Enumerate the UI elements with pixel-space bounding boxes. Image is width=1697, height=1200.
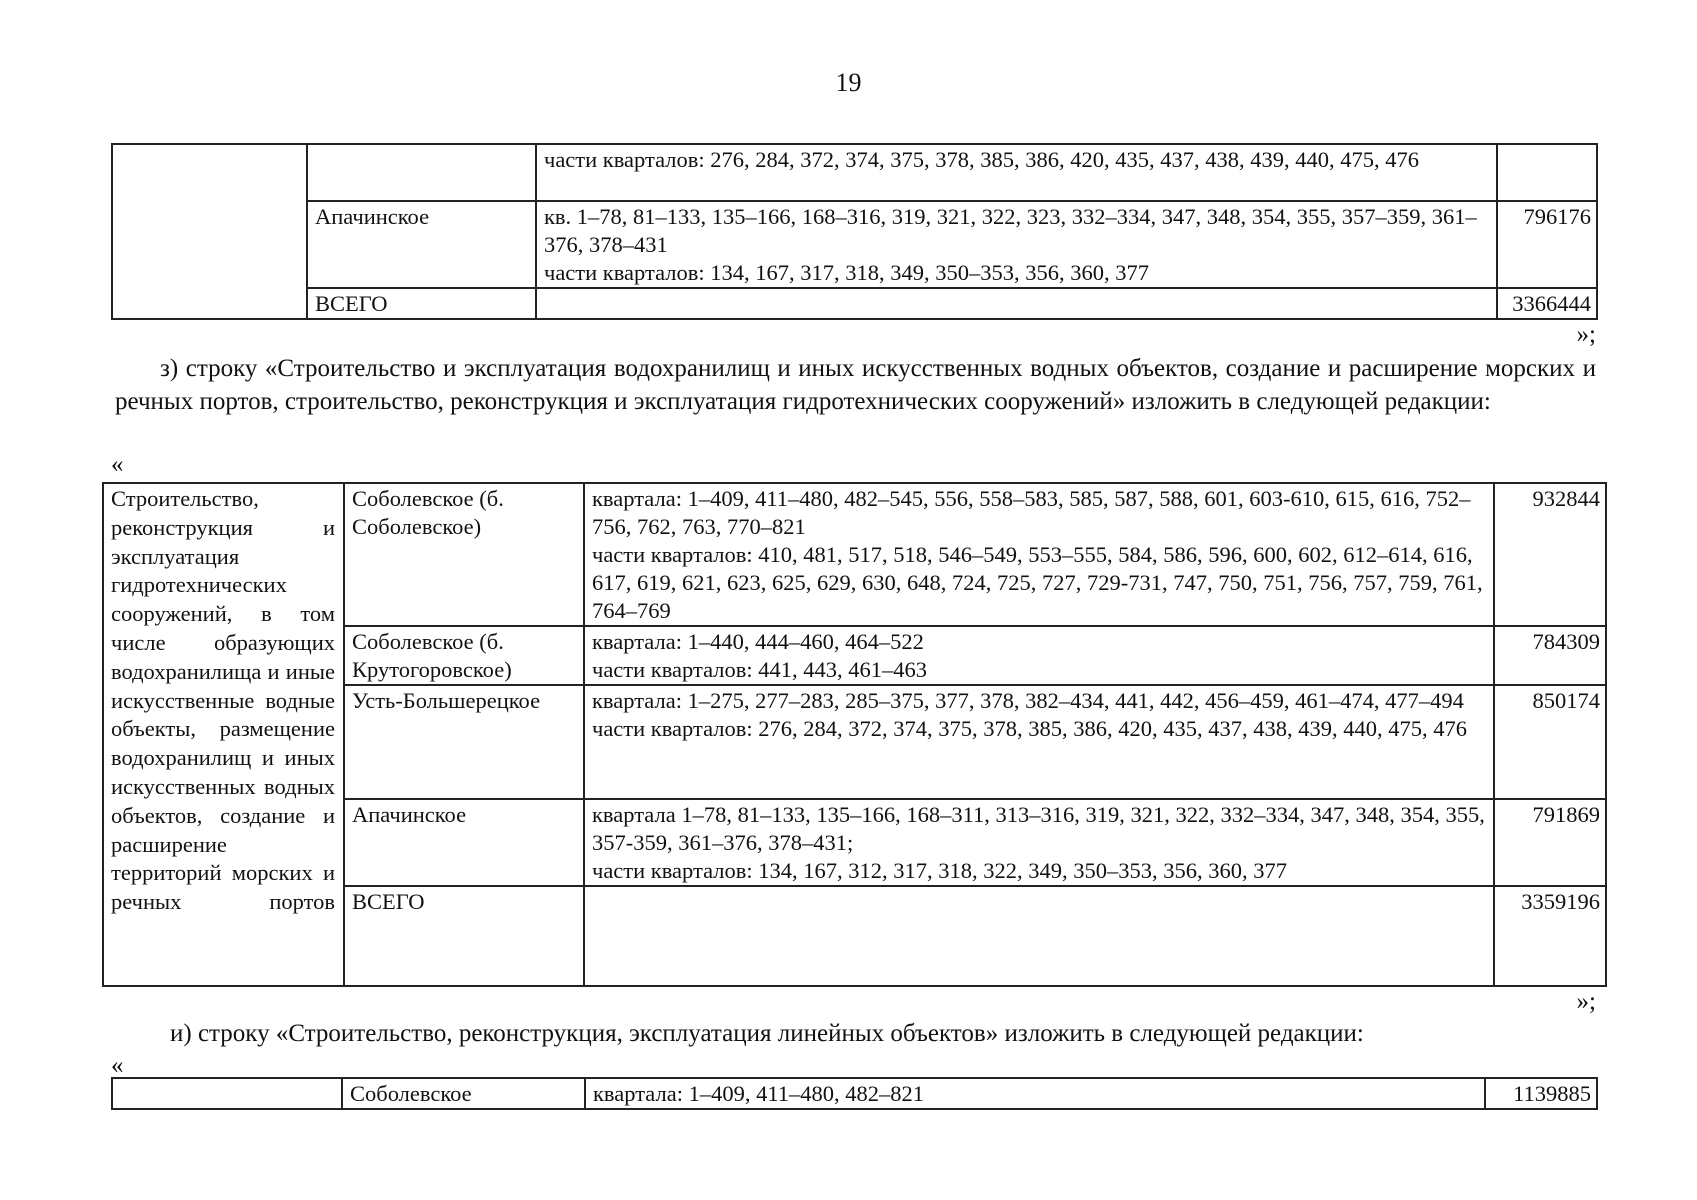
quarters-parts: части кварталов: 441, 443, 461–463 (592, 657, 928, 682)
quarters-full: квартала: 1–440, 444–460, 464–522 (592, 629, 924, 654)
quarters-cell (536, 288, 1497, 319)
quarters-full: кв. 1–78, 81–133, 135–166, 168–316, 319, 321, 322, 323, 332–334, 347, 348, 354, 355, 357–359, 361–376, 378–431 (544, 204, 1477, 257)
area-value: 796176 (1497, 201, 1597, 288)
area-value (1497, 144, 1597, 201)
quarters-cell (584, 626, 1494, 685)
area-value: 1139885 (1485, 1078, 1597, 1109)
area-value: 784309 (1494, 626, 1606, 685)
area-value: 850174 (1494, 685, 1606, 799)
closing-quote: »; (1576, 321, 1596, 348)
table-row (112, 201, 1597, 288)
quarters-full: квартала 1–78, 81–133, 135–166, 168–311, 313–316, 319, 321, 322, 332–334, 347, 348, 354, 355, 357-359, 361–376, 378–431; (592, 802, 1485, 855)
category-cell (112, 144, 307, 319)
area-cell: Соболевское (б. Крутогоровское) (344, 626, 584, 685)
category-cell (112, 1078, 342, 1109)
area-cell (307, 144, 536, 201)
area-cell: Апачинское (344, 799, 584, 886)
table-continuation (111, 143, 1598, 320)
area-cell: Соболевское (342, 1078, 585, 1109)
opening-quote: « (111, 451, 124, 478)
area-value: 791869 (1494, 799, 1606, 886)
quarters-full: квартала: 1–409, 411–480, 482–545, 556, 558–583, 585, 587, 588, 601, 603-610, 615, 616, 752–756, 762, 763, 770–821 (592, 486, 1471, 539)
quarters-parts: части кварталов: 134, 167, 317, 318, 349, 350–353, 356, 360, 377 (544, 260, 1150, 285)
paragraph-i: и) строку «Строительство, реконструкция, эксплуатация линейных объектов» изложить в следующей редакции: (170, 1020, 1364, 1047)
category-cell: Строительство, реконструкция и эксплуатация гидротехнических сооружений, в том числе образующих водохранилища и иные искусственные водные объекты, размещение водохранилищ и иных искусственных водных объектов, создание и расширение территорий морских и речных портов (103, 483, 344, 986)
total-label: ВСЕГО (307, 288, 536, 319)
table-row (112, 144, 1597, 201)
total-label: ВСЕГО (344, 886, 584, 986)
table-row (103, 483, 1606, 626)
quarters-cell (584, 685, 1494, 799)
quarters-cell (584, 799, 1494, 886)
quarters-full: квартала: 1–275, 277–283, 285–375, 377, 378, 382–434, 441, 442, 456–459, 461–474, 477–494 (592, 688, 1464, 713)
table-linear (111, 1077, 1598, 1110)
quarters-cell (584, 886, 1494, 986)
total-value: 3366444 (1497, 288, 1597, 319)
table-row (112, 1078, 1597, 1109)
quarters-parts: части кварталов: 134, 167, 312, 317, 318, 322, 349, 350–353, 356, 360, 377 (592, 858, 1288, 883)
closing-quote: »; (1576, 988, 1596, 1015)
area-cell: Апачинское (307, 201, 536, 288)
page-number: 19 (835, 68, 862, 97)
quarters-parts: части кварталов: 410, 481, 517, 518, 546–549, 553–555, 584, 586, 596, 600, 602, 612–614, 616, 617, 619, 621, 623, 625, 629, 630, 648, 724, 725, 727, 729-731, 747, 750, 751, 756, 757, 759, 761, 764–769 (592, 542, 1483, 623)
paragraph-z: з) строку «Строительство и эксплуатация водохранилищ и иных искусственных водных объектов, создание и расширение морских и речных портов, строительство, реконструкция и эксплуатация гидротехнических сооружений» изложить в следующей редакции: (115, 355, 1596, 415)
quarters-cell: части кварталов: 276, 284, 372, 374, 375, 378, 385, 386, 420, 435, 437, 438, 439, 440, 475, 476 (536, 144, 1497, 201)
table-row-total (112, 288, 1597, 319)
total-value: 3359196 (1494, 886, 1606, 986)
quarters-cell (536, 201, 1497, 288)
area-value: 932844 (1494, 483, 1606, 626)
opening-quote: « (111, 1052, 124, 1079)
area-cell: Усть-Большерецкое (344, 685, 584, 799)
quarters-cell (584, 483, 1494, 626)
area-cell: Соболевское (б. Соболевское) (344, 483, 584, 626)
table-hydro (102, 482, 1607, 987)
quarters-cell: квартала: 1–409, 411–480, 482–821 (585, 1078, 1485, 1109)
quarters-parts: части кварталов: 276, 284, 372, 374, 375, 378, 385, 386, 420, 435, 437, 438, 439, 440, 475, 476 (592, 716, 1468, 741)
